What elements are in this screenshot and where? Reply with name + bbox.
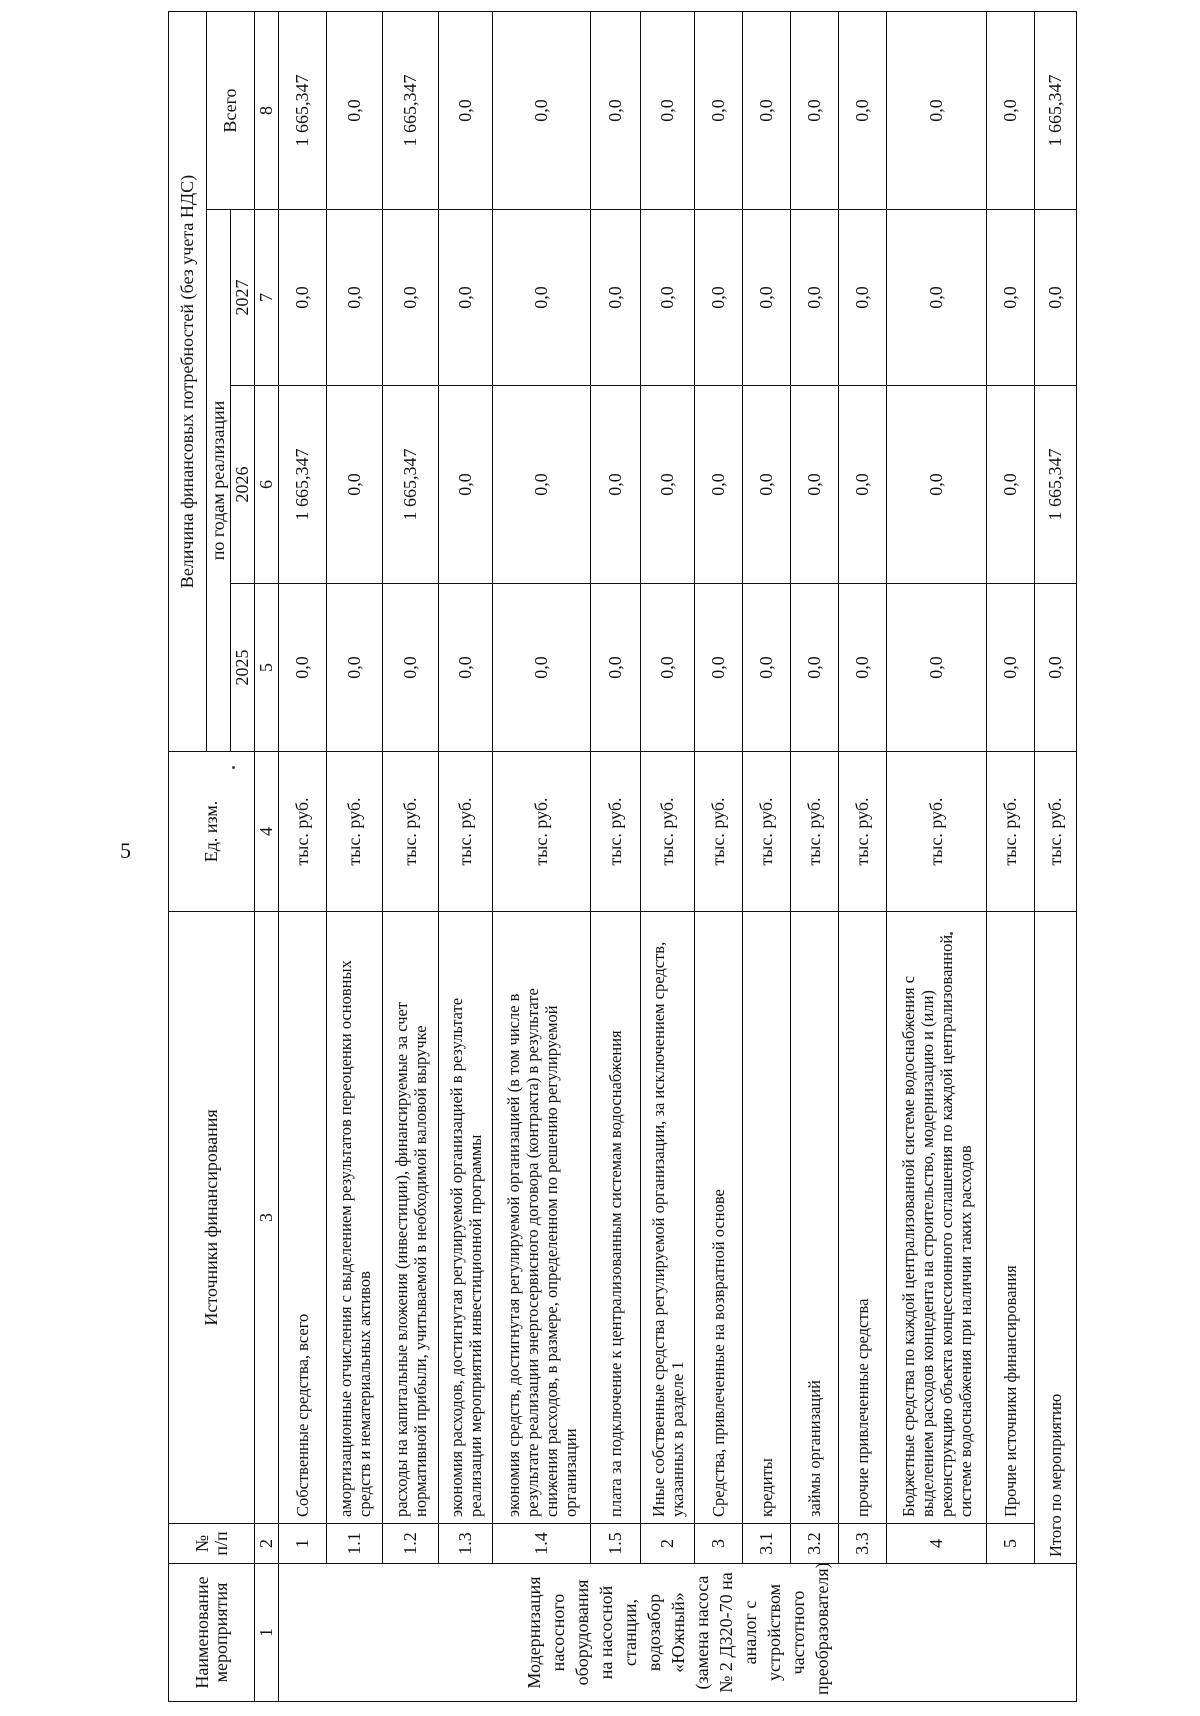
- row-value-total: 0,0: [641, 12, 695, 210]
- table-row: [839, 12, 887, 1702]
- row-index: 1.3: [439, 1524, 493, 1564]
- row-value-2025: 0,0: [887, 584, 987, 752]
- row-source: экономия расходов, достигнутая регулируемой организацией в результате реализации мероприятий инвестиционной программы: [439, 912, 493, 1524]
- row-unit: тыс. руб.: [987, 752, 1035, 912]
- row-index: 5: [987, 1524, 1035, 1564]
- total-row-value-2027: 0,0: [1035, 210, 1077, 386]
- row-value-2027: 0,0: [887, 210, 987, 386]
- row-unit: тыс. руб.: [839, 752, 887, 912]
- row-source: кредиты: [743, 912, 791, 1524]
- row-unit: тыс. руб.: [279, 752, 327, 912]
- row-value-total: 0,0: [591, 12, 641, 210]
- table-row: [987, 12, 1035, 1702]
- total-row-unit: тыс. руб.: [1035, 752, 1077, 912]
- row-value-2027: 0,0: [493, 210, 591, 386]
- table-row: [493, 12, 591, 1702]
- row-unit: тыс. руб.: [791, 752, 839, 912]
- row-source: прочие привлеченные средства: [839, 912, 887, 1524]
- row-value-2027: 0,0: [279, 210, 327, 386]
- row-value-total: 0,0: [887, 12, 987, 210]
- rotated-table-container: [168, 12, 1077, 1702]
- header-year-2025: 2025: [231, 584, 255, 752]
- row-value-total: 0,0: [839, 12, 887, 210]
- row-value-2025: 0,0: [591, 584, 641, 752]
- col-number: 5: [255, 584, 279, 752]
- col-number: 8: [255, 12, 279, 210]
- row-value-2027: 0,0: [743, 210, 791, 386]
- table-row: [327, 12, 383, 1702]
- total-row-value-total: 1 665,347: [1035, 12, 1077, 210]
- header-index: № п/п: [169, 1524, 255, 1564]
- col-number: 6: [255, 386, 279, 584]
- total-row-label: Итого по мероприятию: [1035, 912, 1077, 1564]
- table-row: [591, 12, 641, 1702]
- row-value-2026: 0,0: [493, 386, 591, 584]
- row-value-2025: 0,0: [439, 584, 493, 752]
- table-row: [791, 12, 839, 1702]
- row-source: Бюджетные средства по каждой централизованной системе водоснабжения с выделением расходов концедента на строительство, модернизацию и (или) реконструкцию объекта концессионного соглашения по каждой централизованной системе водоснабжения при наличии таких расходов: [887, 912, 987, 1524]
- row-index: 1.4: [493, 1524, 591, 1564]
- row-index: 3.1: [743, 1524, 791, 1564]
- col-number: 3: [255, 912, 279, 1524]
- row-value-2026: 0,0: [887, 386, 987, 584]
- row-index: 4: [887, 1524, 987, 1564]
- col-number: 2: [255, 1524, 279, 1564]
- page-number: 5: [120, 838, 131, 863]
- row-unit: тыс. руб.: [641, 752, 695, 912]
- row-unit: тыс. руб.: [493, 752, 591, 912]
- row-value-2025: 0,0: [383, 584, 439, 752]
- row-value-2026: 0,0: [987, 386, 1035, 584]
- header-by-years: по годам реализации: [207, 210, 231, 752]
- row-value-2025: 0,0: [791, 584, 839, 752]
- row-value-2026: 0,0: [839, 386, 887, 584]
- col-number: 1: [255, 1564, 279, 1702]
- row-value-total: 0,0: [493, 12, 591, 210]
- row-source: Средства, привлеченные на возвратной основе: [695, 912, 743, 1524]
- row-value-2026: 0,0: [327, 386, 383, 584]
- table-row-total: [1035, 12, 1077, 1702]
- row-source: займы организаций: [791, 912, 839, 1524]
- row-value-2025: 0,0: [987, 584, 1035, 752]
- row-source: Прочие источники финансирования: [987, 912, 1035, 1524]
- row-value-total: 1 665,347: [383, 12, 439, 210]
- row-value-2027: 0,0: [791, 210, 839, 386]
- row-unit: тыс. руб.: [695, 752, 743, 912]
- row-value-2025: 0,0: [839, 584, 887, 752]
- row-value-2027: 0,0: [641, 210, 695, 386]
- row-index: 3.3: [839, 1524, 887, 1564]
- table-row: [439, 12, 493, 1702]
- row-value-2027: 0,0: [439, 210, 493, 386]
- header-year-2027: 2027: [231, 210, 255, 386]
- row-value-2025: 0,0: [695, 584, 743, 752]
- row-index: 1.2: [383, 1524, 439, 1564]
- row-source: плата за подключение к централизованным системам водоснабжения: [591, 912, 641, 1524]
- row-value-2025: 0,0: [327, 584, 383, 752]
- row-unit: тыс. руб.: [743, 752, 791, 912]
- header-year-2026: 2026: [231, 386, 255, 584]
- row-source: Собственные средства, всего: [279, 912, 327, 1524]
- col-number: 4: [255, 752, 279, 912]
- row-unit: тыс. руб.: [887, 752, 987, 912]
- header-value-group: Величина финансовых потребностей (без учета НДС): [169, 12, 207, 752]
- row-value-2026: 0,0: [791, 386, 839, 584]
- row-value-2026: 0,0: [743, 386, 791, 584]
- row-unit: тыс. руб.: [383, 752, 439, 912]
- row-value-2027: 0,0: [591, 210, 641, 386]
- row-value-2026: 0,0: [641, 386, 695, 584]
- col-number: 7: [255, 210, 279, 386]
- row-index: 3.2: [791, 1524, 839, 1564]
- row-value-2026: 0,0: [591, 386, 641, 584]
- row-value-2025: 0,0: [279, 584, 327, 752]
- table-row: [887, 12, 987, 1702]
- row-value-2027: 0,0: [327, 210, 383, 386]
- row-value-total: 0,0: [327, 12, 383, 210]
- header-measure: Наименование мероприятия: [169, 1564, 255, 1702]
- row-unit: тыс. руб.: [591, 752, 641, 912]
- row-value-total: 1 665,347: [279, 12, 327, 210]
- total-row-value-2026: 1 665,347: [1035, 386, 1077, 584]
- financing-table: [168, 11, 1077, 1702]
- row-value-total: 0,0: [987, 12, 1035, 210]
- row-unit: тыс. руб.: [327, 752, 383, 912]
- measure-name: Модернизация насосного оборудования на насосной станции, водозабор «Южный» (замена насоса № 2 Д320-70 на аналог с устройством частотного преобразователя): [279, 1564, 1077, 1702]
- row-unit: тыс. руб.: [439, 752, 493, 912]
- row-value-2026: 0,0: [439, 386, 493, 584]
- header-source: Источники финансирования: [169, 912, 255, 1524]
- row-value-2026: 1 665,347: [383, 386, 439, 584]
- row-value-2025: 0,0: [743, 584, 791, 752]
- row-value-total: 0,0: [695, 12, 743, 210]
- row-source: экономия средств, достигнутая регулируемой организацией (в том числе в результате реализации энергосервисного договора (контракта) в результате снижения расходов, в размере, определенном по решению регулируемой организации: [493, 912, 591, 1524]
- row-value-2025: 0,0: [641, 584, 695, 752]
- row-index: 1.1: [327, 1524, 383, 1564]
- table-row: [695, 12, 743, 1702]
- row-index: 2: [641, 1524, 695, 1564]
- row-source: Иные собственные средства регулируемой организации, за исключением средств, указанных в разделе 1: [641, 912, 695, 1524]
- table-row: [743, 12, 791, 1702]
- total-row-value-2025: 0,0: [1035, 584, 1077, 752]
- row-source: расходы на капитальные вложения (инвестиции), финансируемые за счет нормативной прибыли, учитываемой в необходимой валовой выручке: [383, 912, 439, 1524]
- header-unit: Ед. изм.: [169, 752, 255, 912]
- row-value-total: 0,0: [743, 12, 791, 210]
- row-value-2027: 0,0: [987, 210, 1035, 386]
- row-source: амортизационные отчисления с выделением результатов переоценки основных средств и нематериальных активов: [327, 912, 383, 1524]
- row-value-2025: 0,0: [493, 584, 591, 752]
- row-value-2026: 0,0: [695, 386, 743, 584]
- row-value-2027: 0,0: [839, 210, 887, 386]
- row-value-total: 0,0: [439, 12, 493, 210]
- row-value-2027: 0,0: [695, 210, 743, 386]
- table-row: [279, 12, 327, 1702]
- header-total: Всего: [207, 12, 255, 210]
- row-index: 3: [695, 1524, 743, 1564]
- row-value-2026: 1 665,347: [279, 386, 327, 584]
- row-index: 1.5: [591, 1524, 641, 1564]
- table-row: [383, 12, 439, 1702]
- table-row: [641, 12, 695, 1702]
- row-value-total: 0,0: [791, 12, 839, 210]
- row-index: 1: [279, 1524, 327, 1564]
- row-value-2027: 0,0: [383, 210, 439, 386]
